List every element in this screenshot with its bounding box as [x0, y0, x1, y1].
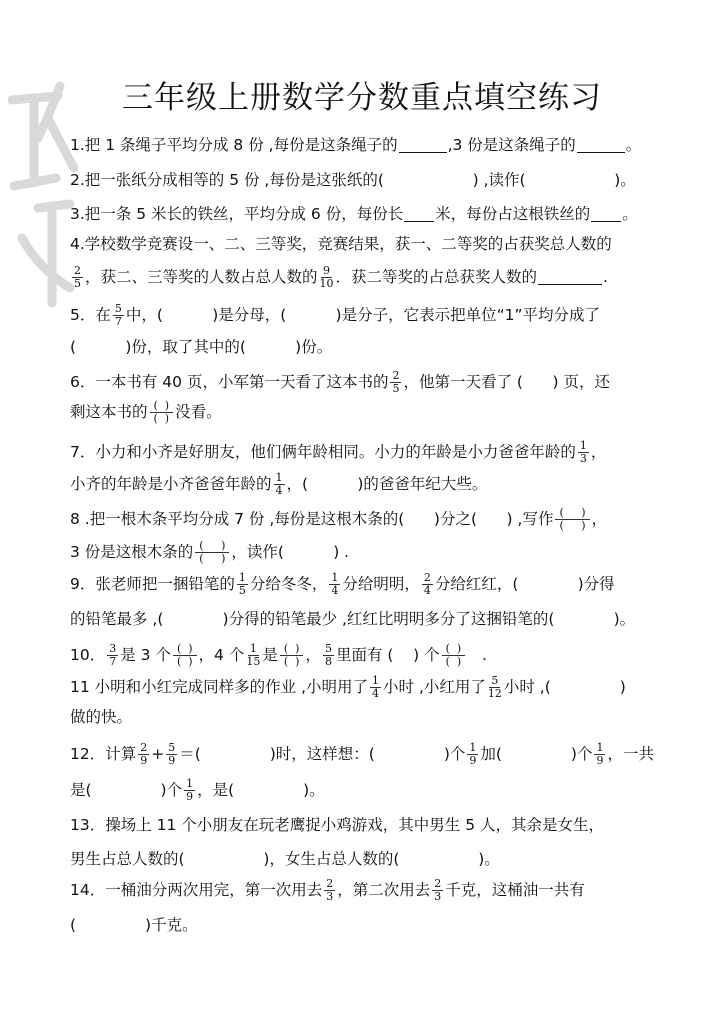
denominator: ( ) [153, 411, 170, 425]
text-segment: 5．在 [70, 306, 111, 324]
text-segment: 是( )个 [70, 781, 183, 799]
numerator: 1 [469, 740, 477, 754]
denominator: 4 [372, 686, 380, 700]
fraction [72, 265, 83, 290]
fraction [390, 370, 401, 395]
answer-blank [404, 207, 434, 222]
fraction [246, 643, 260, 668]
denominator: 9 [140, 753, 148, 767]
text-segment: 3 份是这根木条的 [70, 543, 194, 561]
exercise-line [70, 368, 690, 396]
exercise-line [70, 301, 690, 329]
text-segment: 小时 ,( ) [503, 678, 626, 696]
denominator: 3 [434, 889, 442, 903]
fraction [324, 878, 335, 903]
text-segment: 。 [622, 205, 638, 223]
text-segment: ,3 份是这条绳子的 [447, 136, 576, 154]
numerator: ( ) [195, 540, 229, 553]
text-segment: ，他第一天看了 ( ) 页，还 [403, 373, 610, 391]
denominator: ( ) [176, 654, 193, 668]
numerator: 5 [114, 301, 122, 315]
exercise-line [70, 230, 690, 258]
numerator: 2 [392, 368, 400, 382]
text-segment: 分给红红，( )分得 [434, 575, 615, 593]
numerator: ( ) [555, 507, 589, 520]
text-segment: 7．小力和小齐是好朋友，他们俩年龄相同。小力的年龄是小力爸爸年龄的 [70, 443, 576, 461]
fraction-blank [173, 643, 197, 668]
text-segment: ， [590, 443, 607, 461]
numerator: 1 [331, 570, 339, 584]
numerator: 1 [186, 776, 194, 790]
numerator: 1 [249, 641, 257, 655]
watermark-stroke [22, 238, 70, 288]
exercise-line [70, 673, 690, 701]
numerator: 2 [140, 740, 148, 754]
text-segment: ，4 个 [198, 646, 245, 664]
fraction [432, 878, 443, 903]
exercise-line [70, 470, 690, 498]
text-segment: 是 [262, 646, 278, 664]
text-segment: 做的快。 [70, 708, 133, 726]
numerator: ( ) [442, 643, 466, 656]
denominator: 9 [596, 753, 604, 767]
text-segment: ，读作( ) . [231, 543, 350, 561]
text-segment: 男生占总人数的( )，女生占总人数的( )。 [70, 850, 500, 868]
fraction [323, 643, 334, 668]
exercise-line [70, 570, 690, 598]
denominator: 9 [186, 789, 194, 803]
text-segment: 小齐的年龄是小齐爸爸年龄的 [70, 475, 272, 493]
text-segment: 中，( )是分母，( )是分子，它表示把单位“1”平均分成了 [125, 306, 601, 324]
denominator: 7 [114, 314, 122, 328]
text-segment: 是 3 个 [120, 646, 171, 664]
exercise-line [70, 605, 690, 633]
text-segment: ( )千克。 [70, 916, 198, 934]
numerator: 9 [323, 263, 331, 277]
exercise-line [70, 333, 690, 361]
fraction [320, 265, 334, 290]
numerator: 1 [372, 673, 380, 687]
answer-blank [399, 138, 447, 153]
text-segment: 小时 ,小红用了 [383, 678, 486, 696]
answer-blank [591, 207, 621, 222]
text-segment: ，( )的爸爸年纪大些。 [286, 475, 488, 493]
exercise-line [70, 876, 690, 904]
text-segment: 8 .把一根木条平均分成 7 份 ,每份是这根木条的( )分之( ) ,写作 [70, 510, 554, 528]
exercise-line [70, 845, 690, 873]
numerator: 2 [434, 876, 442, 890]
text-segment: 14．一桶油分两次用完，第一次用去 [70, 881, 323, 899]
denominator: ( ) [445, 654, 462, 668]
denominator: 5 [392, 381, 400, 395]
text-segment: . [467, 646, 487, 664]
exercise-line [70, 398, 690, 426]
exercise-line [70, 641, 690, 669]
denominator: 10 [319, 276, 334, 290]
numerator: 5 [168, 740, 176, 754]
fraction-blank [280, 643, 304, 668]
text-segment: 9．张老师把一捆铅笔的 [70, 575, 235, 593]
denominator: 7 [109, 654, 117, 668]
denominator: 4 [331, 583, 339, 597]
answer-blank [577, 138, 625, 153]
text-segment: 剩这本书的 [70, 403, 148, 421]
numerator: 2 [74, 263, 81, 277]
numerator: 5 [491, 673, 499, 687]
fraction [166, 742, 177, 767]
denominator: ( ) [559, 518, 586, 532]
denominator: 8 [324, 654, 332, 668]
fraction [138, 742, 149, 767]
fraction [184, 778, 195, 803]
exercise-line [70, 200, 690, 228]
denominator: 9 [469, 753, 477, 767]
watermark-stroke [14, 178, 56, 186]
fraction [113, 303, 124, 328]
denominator: 15 [246, 654, 261, 668]
fraction [274, 472, 285, 497]
text-segment: 没看。 [175, 403, 222, 421]
exercise-line [70, 703, 690, 731]
exercise-line [70, 438, 690, 466]
numerator: 1 [579, 438, 587, 452]
fraction [594, 742, 605, 767]
fraction [467, 742, 478, 767]
exercise-line [70, 538, 690, 566]
numerator: 1 [238, 570, 246, 584]
text-segment: ，获二、三等奖的人数占总人数的 [85, 268, 318, 286]
fraction-blank [195, 540, 229, 565]
text-segment: 千克，这桶油一共有 [445, 881, 585, 899]
denominator: 3 [326, 889, 334, 903]
fraction [329, 572, 340, 597]
text-segment: 13．操场上 11 个小朋友在玩老鹰捉小鸡游戏，其中男生 5 人，其余是女生， [70, 816, 605, 834]
text-segment: . [603, 268, 608, 286]
fraction-blank [442, 643, 466, 668]
text-segment: 1.把 1 条绳子平均分成 8 份 ,每份是这条绳子的 [70, 136, 398, 154]
denominator: 5 [74, 276, 81, 290]
text-segment: 分给冬冬， [249, 575, 328, 593]
numerator: 1 [275, 470, 283, 484]
fraction-blank [150, 400, 174, 425]
numerator: 2 [326, 876, 334, 890]
text-segment: ，一共 [607, 745, 654, 763]
text-segment: ，是( )。 [197, 781, 325, 799]
exercise-line [70, 776, 690, 804]
text-segment: ， [305, 646, 321, 664]
denominator: 5 [238, 583, 246, 597]
text-segment: 11 小明和小红完成同样多的作业 ,小明用了 [70, 678, 369, 696]
text-segment: ， [591, 510, 608, 528]
answer-blank [538, 270, 602, 285]
text-segment: ，第二次用去 [337, 881, 431, 899]
text-segment: 4.学校数学竞赛设一、二、三等奖，竞赛结果，获一、二等奖的占获奖总人数的 [70, 235, 612, 253]
text-segment: 3.把一条 5 米长的铁丝，平均分成 6 份，每份长 [70, 205, 404, 223]
denominator: 9 [168, 753, 176, 767]
text-segment: 加( )个 [480, 745, 593, 763]
text-segment: 分给明明， [342, 575, 420, 593]
denominator: ( ) [199, 551, 226, 565]
numerator: ( ) [150, 400, 174, 413]
fraction [578, 440, 589, 465]
numerator: ( ) [173, 643, 197, 656]
denominator: 4 [423, 583, 431, 597]
exercise-line [70, 166, 690, 194]
text-segment: ＝( )时，这样想：( )个 [179, 745, 466, 763]
fraction [370, 675, 381, 700]
fraction [237, 572, 248, 597]
text-segment: 米，每份占这根铁丝的 [435, 205, 591, 223]
fraction [488, 675, 502, 700]
fraction-blank [555, 507, 589, 532]
fraction [107, 643, 118, 668]
exercise-line [70, 811, 690, 839]
denominator: ( ) [283, 654, 300, 668]
numerator: 3 [109, 641, 117, 655]
denominator: 3 [579, 451, 587, 465]
numerator: 2 [423, 570, 431, 584]
text-segment: 10． [70, 646, 106, 664]
text-segment: 12．计算 [70, 745, 137, 763]
denominator: 4 [275, 483, 283, 497]
text-segment: 2.把一张纸分成相等的 5 份 ,每份是这张纸的( ) ,读作( )。 [70, 171, 636, 189]
text-segment: 的铅笔最多 ,( )分得的铅笔最少 ,红红比明明多分了这捆铅笔的( )。 [70, 610, 636, 628]
text-segment: 6．一本书有 40 页，小军第一天看了这本书的 [70, 373, 389, 391]
numerator: 1 [596, 740, 604, 754]
text-segment: 。 [625, 136, 642, 154]
text-segment: 里面有 ( ) 个 [335, 646, 440, 664]
numerator: ( ) [280, 643, 304, 656]
exercise-line [70, 740, 690, 768]
text-segment: ( )份，取了其中的( )份。 [70, 338, 333, 356]
page-title: 三年级上册数学分数重点填空练习 [122, 80, 602, 116]
text-segment: + [151, 745, 165, 763]
exercise-line [70, 263, 690, 291]
numerator: 5 [324, 641, 332, 655]
exercise-line [70, 505, 690, 533]
exercise-line [70, 911, 690, 939]
denominator: 12 [487, 686, 502, 700]
exercise-line [70, 131, 690, 159]
text-segment: ．获二等奖的占总获奖人数的 [335, 268, 538, 286]
fraction [422, 572, 433, 597]
